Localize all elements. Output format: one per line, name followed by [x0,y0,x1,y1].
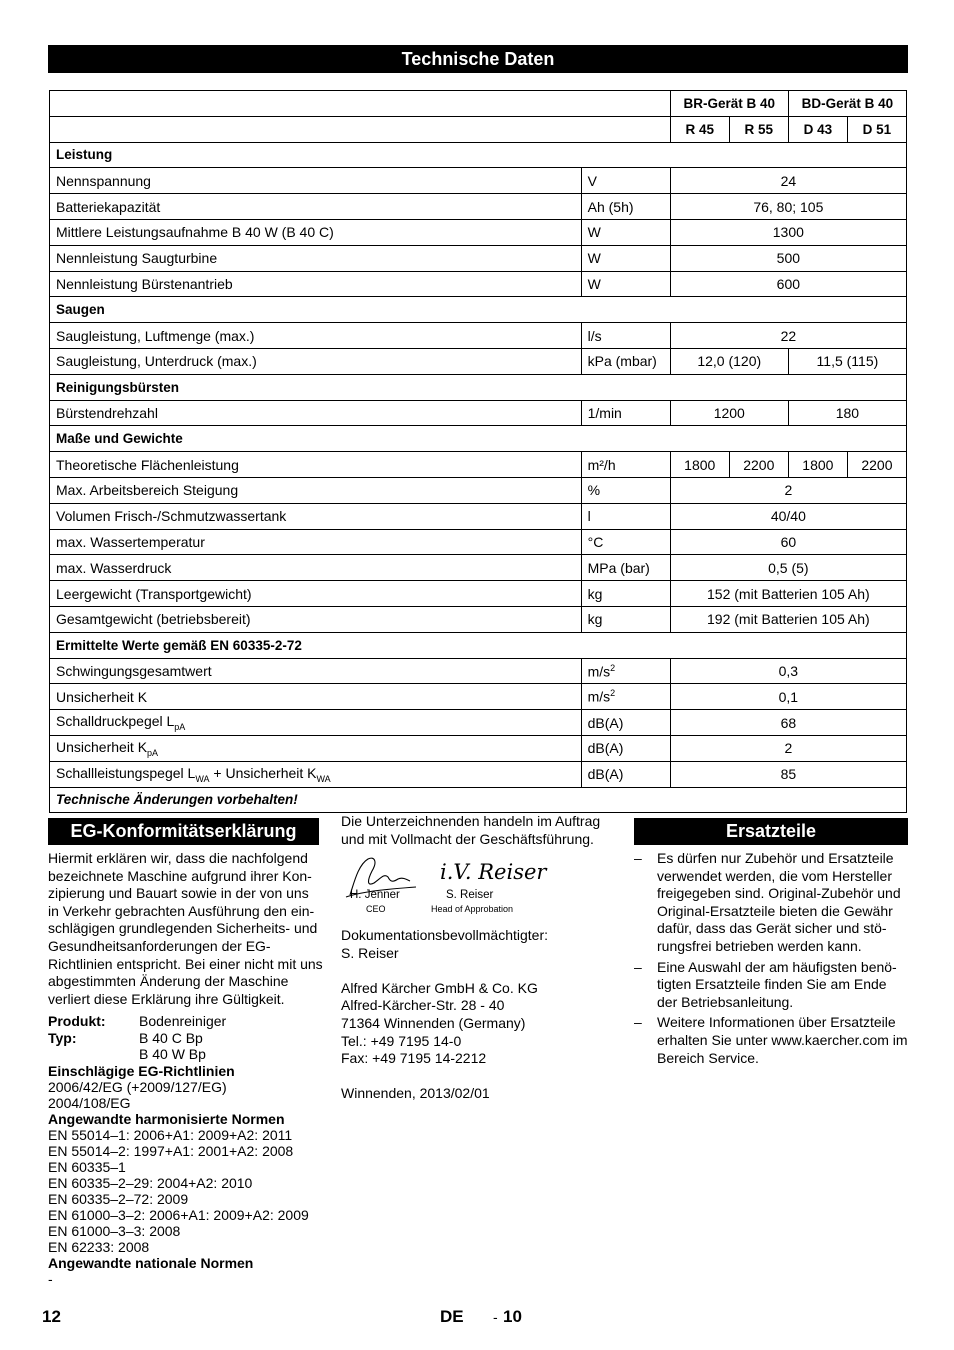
signature-column [341,813,621,848]
group-header-br: BR-Gerät B 40 [670,91,788,117]
header-blank [50,116,671,142]
footnote-row [50,787,907,813]
norm-item: EN 55014–2: 1997+A1: 2001+A2: 2008 [48,1142,294,1159]
eg-heading: EG-Konformitätserklärung [48,818,319,845]
table-row [50,555,907,581]
page-number: 12 [42,1307,61,1326]
norm-item: EN 61000–3–3: 2008 [48,1222,181,1239]
street-address: Alfred-Kärcher-Str. 28 - 40 [341,997,505,1014]
header-blank [50,91,671,117]
table-row [50,219,907,245]
row-unit: % [581,477,670,503]
typ-label: Typ: [48,1029,77,1046]
table-row [50,452,907,478]
table-row [50,710,907,736]
national-value: - [48,1270,53,1287]
row-value: 85 [670,761,906,787]
norm-item: EN 61000–3–2: 2006+A1: 2009+A2: 2009 [48,1206,309,1223]
header-row-models [50,116,907,142]
table-row [50,194,907,220]
normen-heading: Angewandte harmonisierte Normen [48,1110,285,1127]
list-item: – Es dürfen nur Zubehör und Ersatzteile verwendet werden, die vom Hersteller freigegeben sind. Original-Zubehör und Original-Ersatzteile bieten die Gewähr dafür, dass das Gerät sicher und stö-rungsfrei betrieben werden kann. [634,850,901,954]
row-value-model: 2200 [847,452,906,478]
section-row [50,142,907,168]
row-label: Mittlere Leistungsaufnahme B 40 W (B 40 C) [50,219,582,245]
row-label: max. Wasserdruck [50,555,582,581]
norm-item: EN 60335–2–29: 2004+A2: 2010 [48,1174,253,1191]
row-unit: dB(A) [581,710,670,736]
row-label: Gesamtgewicht (betriebsbereit) [50,606,582,632]
norm-item: EN 60335–2–72: 2009 [48,1190,189,1207]
section-row [50,374,907,400]
section-heading: Maße und Gewichte [50,426,907,452]
row-label: Batteriekapazität [50,194,582,220]
table-row [50,735,907,761]
place-date: Winnenden, 2013/02/01 [341,1085,490,1102]
row-value: 2 [670,477,906,503]
group-header-bd: BD-Gerät B 40 [788,91,906,117]
table-row [50,684,907,710]
row-label: Volumen Frisch-/Schmutzwassertank [50,503,582,529]
row-label: Max. Arbeitsbereich Steigung [50,477,582,503]
norm-item: EN 60335–1 [48,1158,126,1175]
row-unit: dB(A) [581,735,670,761]
table-row [50,323,907,349]
sub-page-number: 10 [503,1307,522,1326]
table-row [50,606,907,632]
row-label: Bürstendrehzahl [50,400,582,426]
row-value-bd: 11,5 (115) [788,348,906,374]
list-item: – Weitere Informationen über Ersatzteile erhalten Sie unter www.kaercher.com im Bereich Service. [634,1014,908,1066]
row-value: 60 [670,529,906,555]
sig2-role: Head of Approbation [431,904,514,914]
row-label: Nennleistung Saugturbine [50,245,582,271]
row-unit: kg [581,606,670,632]
row-unit: $m/s^2$ [581,658,670,684]
row-unit: $m/s^2$ [581,684,670,710]
table-row [50,658,907,684]
table-row [50,581,907,607]
footer-separator: - [493,1309,498,1325]
row-value: 0,5 (5) [670,555,906,581]
ersatzteile-column [634,850,908,1070]
header-row-groups [50,91,907,117]
row-value-model: 1800 [670,452,729,478]
row-value: 2 [670,735,906,761]
fax: Fax: +49 7195 14-2212 [341,1050,487,1067]
row-value-bd: 180 [788,400,906,426]
row-value: 152 (mit Batterien 105 Ah) [670,581,906,607]
footnote: Technische Änderungen vorbehalten! [50,787,907,813]
row-label: Theoretische Flächenleistung [50,452,582,478]
row-unit: Ah (5h) [581,194,670,220]
section-heading: Leistung [50,142,907,168]
produkt-label: Produkt: [48,1013,106,1030]
richtlinien-heading: Einschlägige EG-Richtlinien [48,1062,235,1079]
typ-value-1: B 40 C Bp [139,1029,203,1046]
row-value-br: 12,0 (120) [670,348,788,374]
row-unit: °C [581,529,670,555]
row-label: Saugleistung, Luftmenge (max.) [50,323,582,349]
eg-intro: Hiermit erklären wir, dass die nachfolgend bezeichnete Maschine aufgrund ihrer Kon-zipierung und Bauart sowie in der von uns in Verkehr gebrachten Ausführung den ein-schlägigen grundlegenden Sicherheits- und Gesundheitsanforderungen der EG-Richtlinien entspricht. Bei einer nicht mit uns abgestimmten Änderung der Maschine verliert diese Erklärung ihre Gültigkeit. [48,850,323,1007]
table-row [50,761,907,787]
row-label: Nennspannung [50,168,582,194]
model-header: R 55 [729,116,788,142]
row-label: Nennleistung Bürstenantrieb [50,271,582,297]
table-row [50,168,907,194]
table-row [50,477,907,503]
bevollmaechtigter-label: Dokumentationsbevollmächtigter: [341,927,548,943]
row-label: max. Wassertemperatur [50,529,582,555]
eg-column [48,850,323,1287]
row-unit: kPa (mbar) [581,348,670,374]
model-header: D 43 [788,116,847,142]
row-label: Schalldruckpegel $L_{pA}$ [50,710,582,736]
row-value: 68 [670,710,906,736]
table-row [50,503,907,529]
table-row [50,400,907,426]
phone: Tel.: +49 7195 14-0 [341,1032,462,1049]
row-label: Schwingungsgesamtwert [50,658,582,684]
section-row [50,632,907,658]
sig1-name: H. Jenner [350,889,400,901]
row-unit: V [581,168,670,194]
row-unit: dB(A) [581,761,670,787]
row-value: 600 [670,271,906,297]
row-value: 22 [670,323,906,349]
row-value-model: 1800 [788,452,847,478]
richtlinie-item: 2006/42/EG (+2009/127/EG) [48,1078,227,1095]
row-value-br: 1200 [670,400,788,426]
bevollmaechtigter-name: S. Reiser [341,944,399,961]
row-label: Saugleistung, Unterdruck (max.) [50,348,582,374]
row-label: Leergewicht (Transportgewicht) [50,581,582,607]
row-value: 0,3 [670,658,906,684]
row-value: 0,1 [670,684,906,710]
row-value: 1300 [670,219,906,245]
norm-item: EN 55014–1: 2006+A1: 2009+A2: 2011 [48,1126,293,1143]
row-unit: kg [581,581,670,607]
row-unit: l [581,503,670,529]
row-value: 40/40 [670,503,906,529]
row-unit: m²/h [581,452,670,478]
model-header: R 45 [670,116,729,142]
list-item: – Eine Auswahl der am häufigsten benö-tigten Ersatzteile finden Sie am Ende der Betriebsanleitung. [634,958,897,1010]
row-unit: W [581,245,670,271]
sig1-role: CEO [366,904,386,914]
typ-value-2: B 40 W Bp [139,1046,206,1063]
row-value: 500 [670,245,906,271]
row-label: Unsicherheit $K_{pA}$ [50,735,582,761]
section-heading: Reinigungsbürsten [50,374,907,400]
produkt-value: Bodenreiniger [139,1013,227,1030]
row-unit: W [581,271,670,297]
row-unit: 1/min [581,400,670,426]
richtlinie-item: 2004/108/EG [48,1094,131,1111]
row-unit: l/s [581,323,670,349]
row-value: 76, 80; 105 [670,194,906,220]
row-unit: MPa (bar) [581,555,670,581]
tech-data-table [49,90,907,813]
row-unit: W [581,219,670,245]
row-label: Schallleistungspegel $L_{WA}$ + Unsicherheit $K_{WA}$ [50,761,582,787]
company-name: Alfred Kärcher GmbH & Co. KG [341,979,538,996]
table-row [50,271,907,297]
norm-item: EN 62233: 2008 [48,1238,150,1255]
table-row [50,245,907,271]
table-row [50,348,907,374]
section-row [50,426,907,452]
row-value: 192 (mit Batterien 105 Ah) [670,606,906,632]
model-header: D 51 [847,116,906,142]
row-value-model: 2200 [729,452,788,478]
section-row [50,297,907,323]
section-heading: Saugen [50,297,907,323]
section-heading: Ermittelte Werte gemäß EN 60335-2-72 [50,632,907,658]
table-row [50,529,907,555]
row-label: Unsicherheit K [50,684,582,710]
city-address: 71364 Winnenden (Germany) [341,1014,526,1031]
signature-reiser: i.V. Reiser [440,860,547,884]
row-value: 24 [670,168,906,194]
language-code: DE [440,1307,464,1326]
national-heading: Angewandte nationale Normen [48,1254,254,1271]
ersatzteile-heading: Ersatzteile [634,818,908,845]
contact-block [341,927,621,1103]
mandate-text: Die Unterzeichnenden handeln im Auftrag und mit Vollmacht der Geschäftsführung. [341,813,601,847]
sig2-name: S. Reiser [446,889,494,901]
page-title: Technische Daten [48,45,908,73]
